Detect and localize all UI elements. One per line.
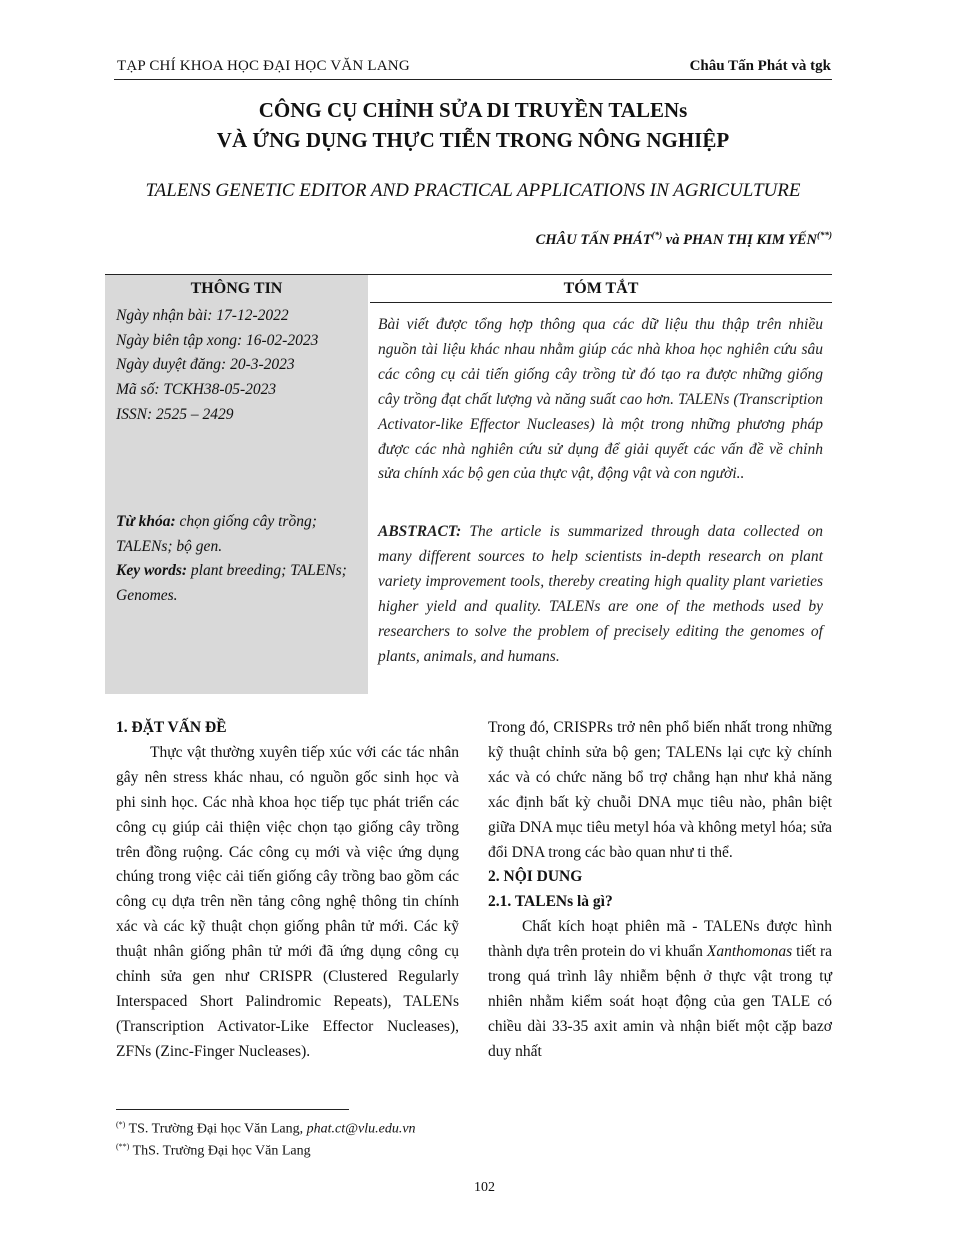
keywords-vi-label: Từ khóa: [116, 513, 176, 530]
footnote-2 [116, 1142, 311, 1160]
author-line [536, 230, 832, 249]
edited-date: Ngày biên tập xong: 16-02-2023 [116, 331, 319, 349]
section-1-heading: 1. ĐẶT VẤN ĐỀ [116, 719, 227, 736]
section-2-heading: 2. NỘI DUNG [488, 868, 583, 886]
abstract [378, 520, 823, 669]
footnote-1-mark: (*) [116, 1120, 126, 1129]
author-email-link[interactable]: phat.ct@vlu.edu.vn [306, 1121, 416, 1137]
keywords-en [116, 559, 364, 608]
header-divider [114, 79, 832, 80]
body-column-right [488, 716, 832, 1065]
author-2: PHAN THỊ KIM YẾN [683, 231, 817, 248]
accepted-date: Ngày duyệt đăng: 20-3-2023 [116, 356, 295, 374]
footnote-2-text: ThS. Trường Đại học Văn Lang [129, 1143, 311, 1159]
title-line-1: CÔNG CỤ CHỈNH SỬA DI TRUYỀN TALENs [258, 98, 688, 122]
received-date: Ngày nhận bài: 17-12-2022 [116, 307, 289, 324]
footnote-rule [116, 1109, 349, 1110]
author-1-mark: (*) [651, 230, 663, 240]
keywords-en-label: Key words: [116, 562, 188, 580]
author-2-mark: (**) [817, 230, 832, 240]
section-2-1-heading: 2.1. TALENs là gì? [488, 893, 613, 911]
keywords-vi-text: chọn giống cây trồng; TALENs; bộ gen. [116, 513, 317, 555]
title-line-2: VÀ ỨNG DỤNG THỰC TIỄN TRONG NÔNG NGHIỆP [216, 128, 730, 152]
keywords-block [116, 510, 364, 609]
summary-heading: TÓM TẮT [563, 280, 639, 297]
organism-name: Xanthomonas [706, 943, 793, 961]
section-2-1-paragraph [488, 915, 832, 1064]
page-number: 102 [474, 1180, 495, 1195]
running-author: Châu Tấn Phát và tgk [689, 58, 831, 74]
keywords-vi [116, 510, 364, 559]
issn: ISSN: 2525 – 2429 [116, 405, 234, 423]
section-2-1-text-a: Chất kích hoạt phiên mã - TALENs được hình thành dựa trên protein do vi khuẩn [488, 918, 832, 961]
summary-text: Bài viết được tổng hợp thông qua các dữ liệu thu thập trên nhiều nguồn tài liệu khác nhau nhằm giúp các nhà khoa học nghiên cứu sâu các công cụ cải tiến giống cây trồng từ đó tạo ra được những giống cây trồng đạt chất lượng và năng suất cao hơn. TALENs (Transcription Activator-like Effector Nucleases) là một trong những phương pháp được các nhà nghiên cứu sử dụng để giải quyết các vấn đề về chỉnh sửa chính xác bộ gen của thực vật, động vật và con người.. [378, 316, 823, 483]
journal-name: TẠP CHÍ KHOA HỌC ĐẠI HỌC VĂN LANG [117, 58, 410, 74]
article-dates [116, 304, 366, 428]
english-title: TALENS GENETIC EDITOR AND PRACTICAL APPLICATIONS IN AGRICULTURE [145, 180, 801, 201]
footnote-2-mark: (**) [116, 1142, 130, 1151]
info-heading: THÔNG TIN [105, 275, 368, 303]
keywords-en-text: plant breeding; TALENs; Genomes. [116, 562, 347, 605]
article-code: Mã số: TCKH38-05-2023 [116, 381, 277, 399]
abstract-text: The article is summarized through data collected on many different sources to help scientists in-depth research on plant variety improvement tools, thereby creating high quality plant varieties higher yield and quality. TALENs are one of the methods used by researchers to solve the problem of precisely editing the genomes of plants, animals, and humans. [378, 523, 823, 665]
author-joiner: và [662, 231, 684, 248]
section-1-paragraph: Thực vật thường xuyên tiếp xúc với các tác nhân gây nên stress khác nhau, có nguồn gốc sinh học và phi sinh học. Các nhà khoa học tiếp tục phát triển các công cụ giúp cải thiện việc chọn tạo giống cây trồng trên đồng ruộng. Các công cụ mới và việc ứng dụng chúng trong việc cải tiến giống cây trồng bao gồm các công cụ dựa trên nền tảng công nghệ thông tin chính xác và các kỹ thuật chọn giống phân tử mới. Các kỹ thuật nhân giống phân tử mới đã ứng dụng công cụ chỉnh sửa gen như CRISPR (Clustered Regularly Interspaced Short Palindromic Repeats), TALENs (Transcription Activator-Like Effector Nucleases), ZFNs (Zinc-Finger Nucleases). [116, 743, 459, 1060]
summary-heading-rule [370, 302, 832, 303]
abstract-label: ABSTRACT: [378, 523, 462, 540]
body-column-left [116, 716, 459, 1065]
footnote-1-text: TS. Trường Đại học Văn Lang, [125, 1121, 307, 1137]
section-2-1-text-b: tiết ra trong quá trình lây nhiễm bệnh ở thực vật trong tự nhiên nhằm kiểm soát hoạt động của gen TALE có chiều dài 33-35 axit amin và nhận biết một cặp bazơ duy nhất [488, 943, 832, 1060]
section-1-continuation: Trong đó, CRISPRs trở nên phổ biến nhất trong những kỹ thuật chỉnh sửa bộ gen; TALENs lại cực kỳ chính xác và có chức năng bổ trợ chẳng hạn như khả năng xác định bất kỳ chuỗi DNA mục tiêu nào, phân biệt giữa DNA mục tiêu metyl hóa và không metyl hóa; sửa đổi DNA trong các bào quan như ti thể. [488, 719, 832, 861]
footnote-1 [116, 1120, 416, 1138]
author-1: CHÂU TẤN PHÁT [535, 231, 652, 248]
